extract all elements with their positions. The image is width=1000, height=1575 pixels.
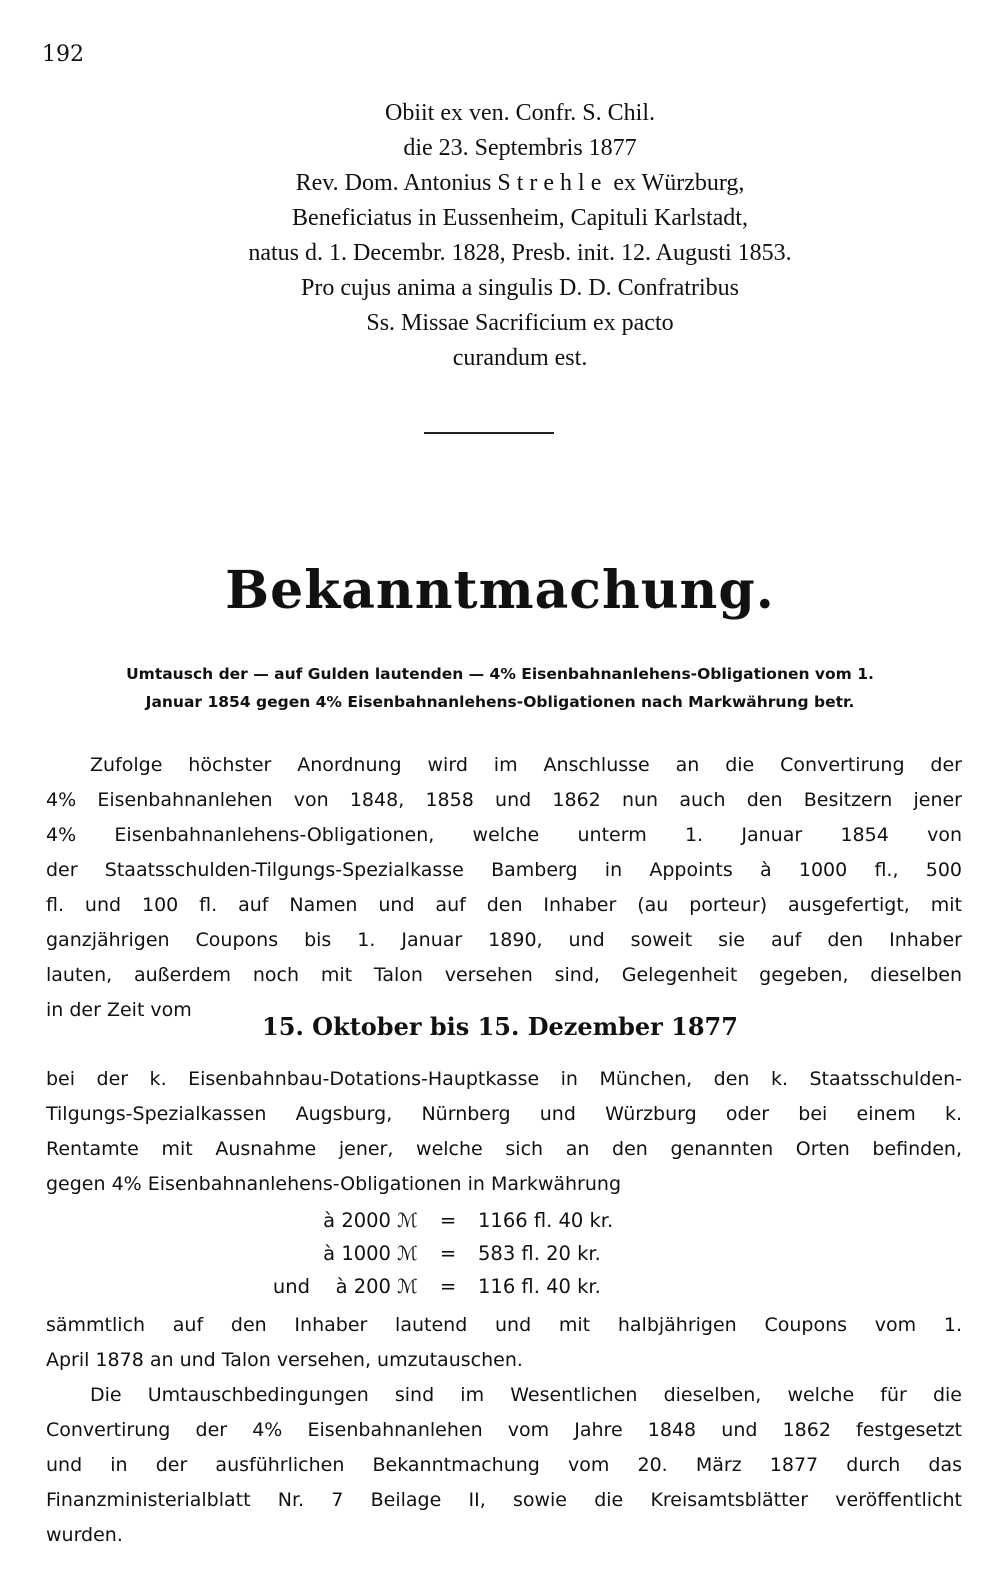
obituary-name-line <box>40 166 1000 201</box>
rate-value: 583 fl. 20 kr. <box>478 1242 601 1265</box>
obituary-line: Beneficiatus in Eussenheim, Capituli Karlstadt, <box>292 205 748 231</box>
paragraph-3 <box>46 1308 962 1378</box>
rate-value: 1166 fl. 40 kr. <box>478 1209 614 1232</box>
paragraph-2 <box>46 1062 962 1202</box>
rate-equals: = <box>439 1242 457 1265</box>
obituary-line: Obiit ex ven. Confr. S. Chil. <box>385 100 655 126</box>
text-line: April 1878 an und Talon versehen, umzutauschen. <box>46 1349 523 1371</box>
text-line: in der Zeit vom <box>46 999 192 1021</box>
obituary-surname: Strehle <box>497 170 608 196</box>
obituary-date: die 23. Septembris 1877 <box>403 135 637 161</box>
exchange-rates <box>250 1204 750 1303</box>
rate-prefix <box>250 1237 318 1270</box>
text-line: 4% Eisenbahnanlehens-Obligationen, welche unterm 1. Januar 1854 von <box>46 824 962 846</box>
rate-equals: = <box>439 1275 457 1298</box>
obituary-title: Rev. Dom. Antonius <box>295 170 492 196</box>
rate-equals: = <box>439 1209 457 1232</box>
text-line: Tilgungs-Spezialkassen Augsburg, Nürnberg und Würzburg oder bei einem k. <box>46 1103 962 1125</box>
obituary-line: Pro cujus anima a singulis D. D. Confratribus <box>301 275 739 301</box>
paragraph-1 <box>46 748 962 1028</box>
rate-row <box>250 1237 750 1270</box>
obituary-line: Ss. Missae Sacrificium ex pacto <box>366 310 674 336</box>
text-line: Die Umtauschbedingungen sind im Wesentlichen dieselben, welche für die <box>90 1384 962 1406</box>
text-line: Zufolge höchster Anordnung wird im Anschlusse an die Convertirung der <box>90 754 962 776</box>
text-line: und in der ausführlichen Bekanntmachung vom 20. März 1877 durch das <box>46 1454 962 1476</box>
text-line: gegen 4% Eisenbahnanlehens-Obligationen in Markwährung <box>46 1173 622 1195</box>
obituary-origin: ex Würzburg, <box>613 170 745 196</box>
text-line: fl. und 100 fl. auf Namen und auf den Inhaber (au porteur) ausgefertigt, mit <box>46 894 962 916</box>
text-line: bei der k. Eisenbahnbau-Dotations-Hauptkasse in München, den k. Staatsschulden- <box>46 1068 962 1090</box>
rate-row <box>250 1204 750 1237</box>
rate-amount: à 200 ℳ <box>335 1275 418 1298</box>
obituary-line: natus d. 1. Decembr. 1828, Presb. init. 12. Augusti 1853. <box>248 240 792 266</box>
obituary-line: curandum est. <box>452 345 588 371</box>
announcement-heading: Bekanntmachung. <box>225 560 775 621</box>
rate-prefix: und <box>272 1275 310 1298</box>
section-divider <box>424 432 554 434</box>
announcement-subtitle <box>40 660 960 716</box>
text-line: sämmtlich auf den Inhaber lautend und mit halbjährigen Coupons vom 1. <box>46 1314 962 1336</box>
text-line: Finanzministerialblatt Nr. 7 Beilage II, sowie die Kreisamtsblätter veröffentlicht <box>46 1489 962 1511</box>
text-line: ganzjährigen Coupons bis 1. Januar 1890, und soweit sie auf den Inhaber <box>46 929 962 951</box>
obituary-notice <box>40 96 1000 376</box>
text-line: lauten, außerdem noch mit Talon versehen sind, Gelegenheit gegeben, dieselben <box>46 964 962 986</box>
page-number: 192 <box>42 42 84 67</box>
subtitle-line: Umtausch der — auf Gulden lautenden — 4% Eisenbahnanlehens-Obligationen vom 1. <box>126 665 874 683</box>
exchange-period: 15. Oktober bis 15. Dezember 1877 <box>262 1012 738 1041</box>
text-line: der Staatsschulden-Tilgungs-Spezialkasse Bamberg in Appoints à 1000 fl., 500 <box>46 859 962 881</box>
rate-row <box>250 1270 750 1303</box>
paragraph-4 <box>46 1378 962 1553</box>
text-line: 4% Eisenbahnanlehen von 1848, 1858 und 1862 nun auch den Besitzern jener <box>46 789 962 811</box>
rate-amount: à 2000 ℳ <box>323 1209 418 1232</box>
text-line: Rentamte mit Ausnahme jener, welche sich an den genannten Orten befinden, <box>46 1138 962 1160</box>
text-line: Convertirung der 4% Eisenbahnanlehen vom Jahre 1848 und 1862 festgesetzt <box>46 1419 962 1441</box>
text-line: wurden. <box>46 1524 123 1546</box>
rate-prefix <box>250 1204 318 1237</box>
rate-value: 116 fl. 40 kr. <box>478 1275 601 1298</box>
rate-amount: à 1000 ℳ <box>323 1242 418 1265</box>
subtitle-line: Januar 1854 gegen 4% Eisenbahnanlehens-Obligationen nach Markwährung betr. <box>145 693 855 711</box>
